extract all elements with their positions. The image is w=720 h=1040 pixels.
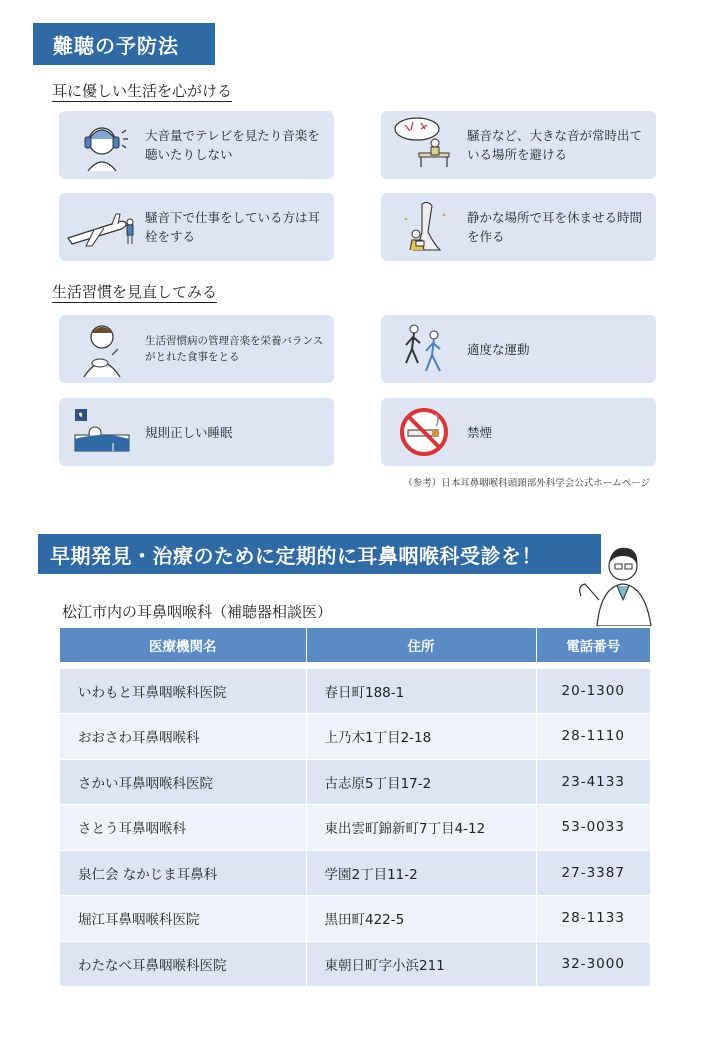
- clinic-list-title: 松江市内の耳鼻咽喉科（補聴器相談医）: [62, 603, 333, 621]
- card-avoid-noise: [381, 111, 656, 179]
- clinic-phone: 28-1110: [536, 714, 650, 760]
- header-address: 住所: [306, 628, 536, 662]
- card-sleep-text: 規則正しい睡眠: [145, 424, 233, 440]
- table-row: [60, 759, 650, 805]
- clinic-name: わたなべ耳鼻咽喉科医院: [60, 941, 306, 987]
- clinic-name: 泉仁会 なかじま耳鼻科: [60, 850, 306, 896]
- sleeping-person-icon: [59, 398, 145, 466]
- card-volume: [59, 111, 334, 179]
- clinic-address: 古志原5丁目17-2: [306, 759, 536, 805]
- doctor-illustration-icon: [575, 540, 665, 630]
- card-earplugs-text: 騒音下で仕事をしている方は耳栓をする: [145, 210, 321, 244]
- clinic-name: おおさわ耳鼻咽喉科: [60, 714, 306, 760]
- clinic-address: 黒田町422-5: [306, 896, 536, 942]
- airplane-worker-icon: [59, 193, 145, 261]
- person-eating-icon: [59, 315, 145, 383]
- card-exercise: [381, 315, 656, 383]
- reference-note: （参考）日本耳鼻咽喉科頭頸部外科学会公式ホームページ: [403, 478, 650, 489]
- noisy-park-bench-icon: [381, 111, 467, 179]
- card-diet-text: 生活習慣病の管理音楽を栄養バランスがとれた食事をとる: [145, 335, 324, 363]
- subheading-lifestyle: 生活習慣を見直してみる: [52, 283, 218, 301]
- clinic-phone: 32-3000: [536, 941, 650, 987]
- section-title-checkup: 早期発見・治療のために定期的に耳鼻咽喉科受診を！: [38, 534, 601, 574]
- header-clinic-name: 医療機関名: [60, 628, 306, 662]
- card-no-smoking-text: 禁煙: [467, 424, 493, 440]
- card-avoid-noise-text: 騒音など、大きな音が常時出ている場所を避ける: [467, 128, 643, 162]
- card-earplugs: [59, 193, 334, 261]
- clinic-table: [60, 628, 650, 987]
- clinic-address: 東朝日町字小浜211: [306, 941, 536, 987]
- clinic-phone: 53-0033: [536, 805, 650, 851]
- table-row: [60, 941, 650, 987]
- subheading-ear-friendly: 耳に優しい生活を心がける: [52, 82, 233, 100]
- clinic-name: いわもと耳鼻咽喉科医院: [60, 668, 306, 714]
- clinic-name: さとう耳鼻咽喉科: [60, 805, 306, 851]
- header-phone: 電話番号: [536, 628, 650, 662]
- clinic-name: 堀江耳鼻咽喉科医院: [60, 896, 306, 942]
- reading-under-tree-icon: [381, 193, 467, 261]
- table-row: [60, 714, 650, 760]
- table-row: [60, 896, 650, 942]
- card-volume-text: 大音量でテレビを見たり音楽を聴いたりしない: [145, 128, 320, 162]
- clinic-address: 学園2丁目11-2: [306, 850, 536, 896]
- card-no-smoking: [381, 398, 656, 466]
- section-title-prevention: 難聴の予防法: [33, 23, 215, 65]
- card-diet: [59, 315, 334, 383]
- clinic-phone: 28-1133: [536, 896, 650, 942]
- headphones-person-icon: [59, 111, 145, 179]
- card-rest-ears: [381, 193, 656, 261]
- clinic-phone: 23-4133: [536, 759, 650, 805]
- walking-people-icon: [381, 315, 467, 383]
- table-header-row: [60, 628, 650, 662]
- clinic-phone: 20-1300: [536, 668, 650, 714]
- no-smoking-icon: [381, 398, 467, 466]
- card-rest-ears-text: 静かな場所で耳を休ませる時間を作る: [467, 210, 643, 244]
- table-row: [60, 668, 650, 714]
- clinic-address: 東出雲町錦新町7丁目4-12: [306, 805, 536, 851]
- clinic-name: さかい耳鼻咽喉科医院: [60, 759, 306, 805]
- clinic-address: 上乃木1丁目2-18: [306, 714, 536, 760]
- card-exercise-text: 適度な運動: [467, 341, 530, 357]
- clinic-address: 春日町188-1: [306, 668, 536, 714]
- clinic-phone: 27-3387: [536, 850, 650, 896]
- table-row: [60, 805, 650, 851]
- card-sleep: [59, 398, 334, 466]
- table-row: [60, 850, 650, 896]
